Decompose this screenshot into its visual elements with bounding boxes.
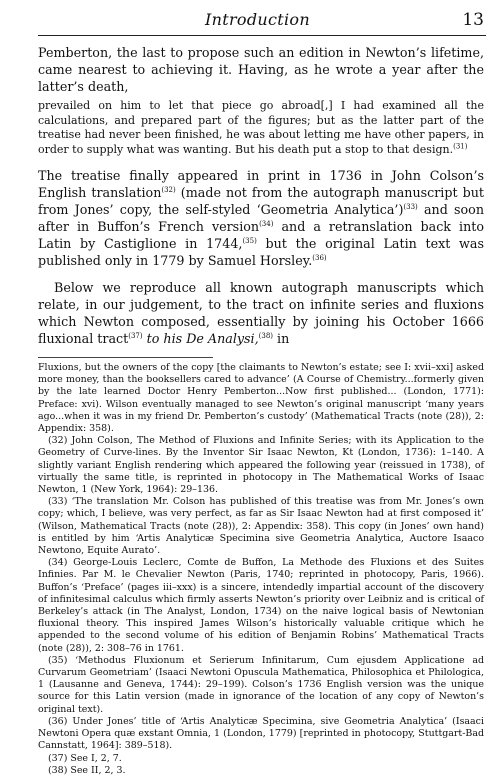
text-span: in: [273, 331, 290, 346]
paragraph-3: [38, 279, 484, 347]
quote-text: prevailed on him to let that piece go abroad[,] I had examined all the calculations, and prepared part of the figures; but as the latter part of the treatise had never been finished, he was about letting me have other papers, in order to supply what was wanting. But his death put a stop to that design.: [38, 99, 484, 156]
page-header: [0, 10, 500, 32]
running-title: Introduction: [205, 10, 310, 29]
paragraph-1: Pemberton, the last to propose such an edition in Newton’s lifetime, came nearest to achieving it. Having, as he wrote a year after the latter’s death,: [38, 45, 484, 94]
text-span: Below we reproduce all known autograph manuscripts which relate, in our judgement, to the tract on infinite series and fluxions which Newton composed, essentially by joining his October 1666 fluxional tract: [38, 280, 484, 346]
page-number: 13: [462, 10, 484, 30]
footnote-rule: [38, 357, 213, 358]
block-quote: [38, 99, 484, 157]
footnote-35: (35) ‘Methodus Fluxionum et Serierum Infinitarum, Cum ejusdem Applicatione ad Curvarum Geometriam’ (Isaaci Newtoni Opuscula Mathematica, Philosophica et Philologica, 1 (Lausanne and Geneva, 1744): 29–199). Colson’s 1736 English version was the unique source for this Latin version (made in ignorance of the location of any copy of Newton’s original text).: [38, 654, 484, 715]
text-span: The treatise finally appeared in print in 1736 in John Colson’s English translation: [38, 168, 484, 200]
text-span: and a retranslation back into Latin by Castiglione in 1744,: [38, 219, 484, 251]
footnote-continued: Fluxions, but the owners of the copy [the claimants to Newton’s estate; see I: xvii–xxi] asked more money, than the booksellers cared to advance’ (A Course of Chemistry...formerly given by the late learned Doctor Henry Pemberton...Now first published... (London, 1771): Preface: xvi). Wilson eventually managed to see Newton’s original manuscript ‘many years ago...when it was in my friend Dr. Pemberton’s custody’ (Mathematical Tracts (note (28)), 2: Appendix: 358).: [38, 362, 484, 435]
text-span: but the original Latin text was published only in 1779 by Samuel Horsley.: [38, 236, 484, 268]
text-span: (made not from the autograph manuscript but from Jones’ copy, the self-styled ‘Geometria Analytica’): [38, 185, 484, 217]
footnote-37: (37) See I, 2, 7.: [48, 752, 122, 764]
header-rule: [38, 35, 486, 36]
note-ref-32: (32): [161, 185, 176, 194]
text-span: and soon after in Buffon’s French version: [38, 202, 484, 234]
text-span: to his De Analysi,: [142, 331, 259, 346]
note-ref-37: (37): [128, 331, 143, 340]
footnote-33: (33) ‘The translation Mr. Colson has published of this treatise was from Mr. Jones’s own copy; which, I believe, was very perfect, as far as Sir Isaac Newton had at first composed it’ (Wilson, Mathematical Tracts (note (28)), 2: Appendix: 358). This copy (in Jones’ own hand) is entitled by him ‘Artis Analyticæ Specimina sive Geometria Analytica, Auctore Isaaco Newtono, Equite Aurato’.: [38, 496, 484, 557]
note-ref-34: (34): [259, 219, 274, 228]
note-ref-31: (31): [453, 141, 468, 150]
paragraph-2: [38, 167, 484, 269]
footnote-34: (34) George-Louis Leclerc, Comte de Buffon, La Methode des Fluxions et des Suites Infinies. Par M. le Chevalier Newton (Paris, 1740; reprinted in photocopy, Paris, 1966). Buffon’s ‘Preface’ (pages iii–xxx) is a sincere, intendedly impartial account of the discovery of infinitesimal calculus which firmly asserts Newton’s priority over Leibniz and is critical of Berkeley’s attack (in The Analyst, London, 1734) on the naive logical basis of Newtonian fluxional theory. This inspired James Wilson’s historically valuable critique which he appended to the second volume of his edition of Benjamin Robins’ Mathematical Tracts (note (28)), 2: 308–76 in 1761.: [38, 557, 484, 654]
note-ref-38: (38): [258, 331, 274, 340]
footnote-36: (36) Under Jones’ title of ‘Artis Analyticæ Specimina, sive Geometria Analytica’ (Isaaci Newtoni Opera quæ exstant Omnia, 1 (London, 1779) [reprinted in photocopy, Stuttgart-Bad Cannstatt, 1964]: 389–518).: [38, 715, 484, 752]
note-ref-36: (36): [312, 253, 327, 262]
footnotes: [38, 362, 484, 777]
note-ref-35: (35): [242, 236, 257, 245]
page-body: [38, 44, 484, 777]
footnote-38: (38) See II, 2, 3.: [48, 764, 126, 776]
footnote-32: (32) John Colson, The Method of Fluxions and Infinite Series; with its Application to the Geometry of Curve-lines. By the Inventor Sir Isaac Newton, Kt (London, 1736): 1–140. A slightly variant English rendering which appeared the following year (reissued in 1738), of virtually the same title, is reprinted in photocopy in The Mathematical Works of Isaac Newton, 1 (New York, 1964): 29–136.: [38, 435, 484, 496]
note-ref-33: (33): [403, 202, 418, 211]
